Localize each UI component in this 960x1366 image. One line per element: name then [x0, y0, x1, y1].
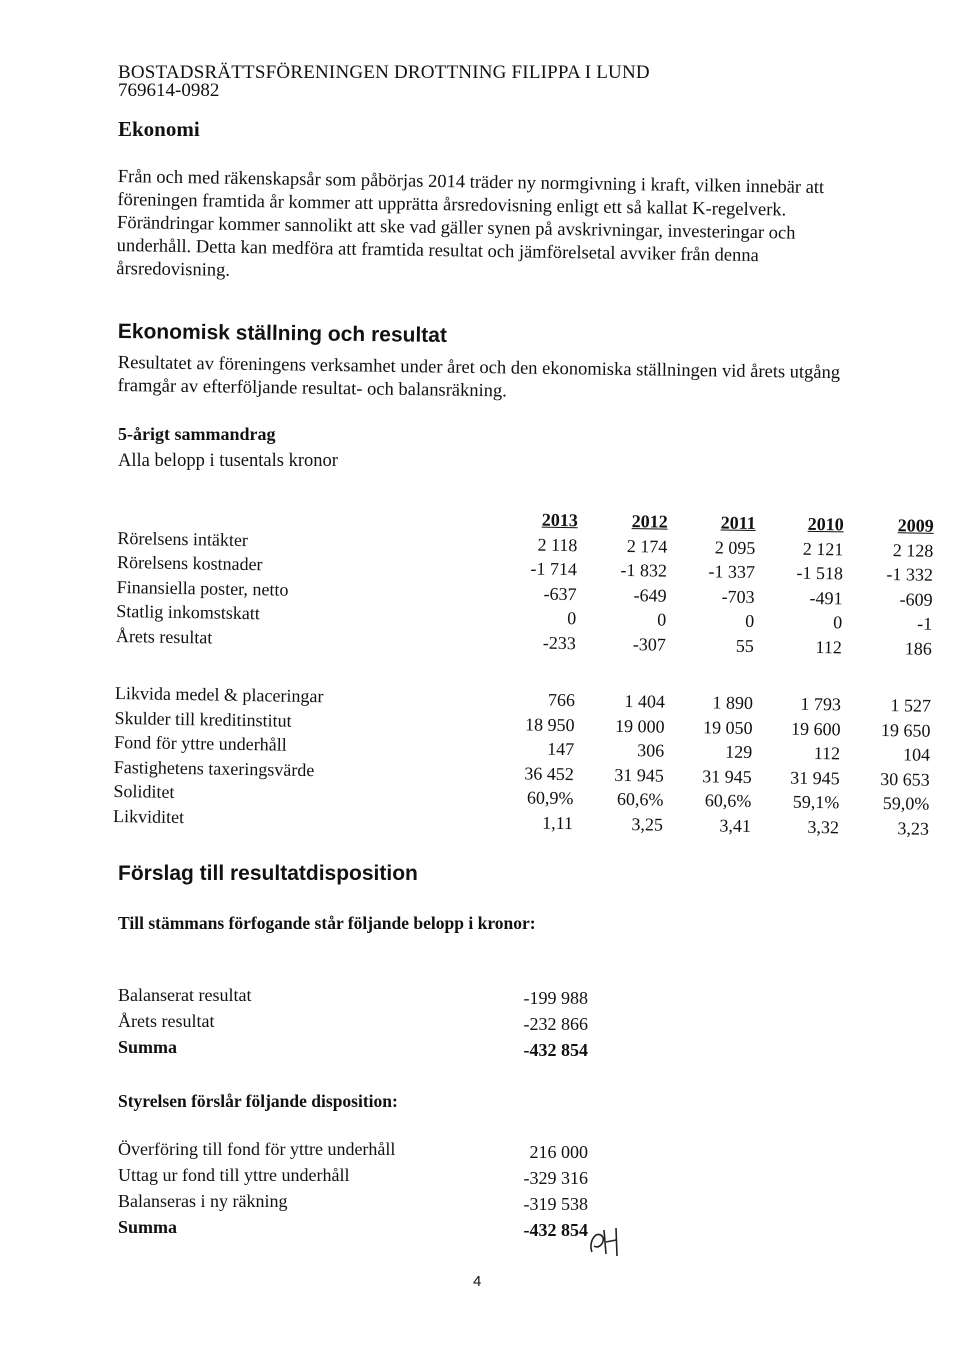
row-label: Balanseras i ny räkning	[118, 1191, 288, 1211]
row-label: Statlig inkomstskatt	[116, 600, 260, 624]
table-cell: -609	[899, 588, 933, 610]
table-cell: 55	[735, 635, 754, 656]
table-cell: -637	[543, 583, 577, 604]
row-label: Fastighetens taxeringsvärde	[113, 756, 315, 780]
table-cell: -233	[542, 632, 577, 653]
table-cell: 1 793	[800, 693, 842, 715]
table-cell: 31 945	[702, 765, 752, 787]
table-cell: 3,25	[631, 813, 664, 835]
row-label: Likvida medel & placeringar	[114, 682, 324, 707]
table-cell: -1 332	[886, 564, 934, 585]
amount: -329 316	[523, 1168, 588, 1188]
table-row	[118, 985, 638, 1011]
table-cell: 30 653	[880, 768, 930, 790]
table-cell: -1 832	[620, 559, 668, 581]
table-cell: 31 945	[790, 767, 840, 788]
table-cell: 766	[547, 689, 576, 711]
table-cell: -1 714	[530, 558, 578, 580]
row-label: Överföring till fond för yttre underhåll	[118, 1139, 396, 1159]
styrelsen-title: Styrelsen förslår följande disposition:	[118, 1091, 398, 1111]
row-label: Skulder till kreditinstitut	[114, 707, 292, 731]
table-cell: 186	[904, 637, 932, 659]
table-cell: 2 128	[892, 539, 934, 561]
table-cell: 60,6%	[616, 788, 664, 810]
summary-title: 5-årigt sammandrag	[118, 424, 276, 444]
table-row	[118, 1139, 638, 1165]
table-cell: 0	[833, 612, 843, 633]
table-cell: 1 527	[890, 695, 932, 716]
table-cell: 3,32	[807, 816, 840, 837]
row-label: Summa	[118, 1037, 178, 1057]
table-cell: -1 518	[796, 562, 844, 584]
table-row	[118, 1191, 638, 1217]
table-cell: 104	[902, 744, 931, 765]
table-cell: -703	[721, 585, 755, 607]
table-cell: 3,41	[719, 814, 752, 836]
table-cell: 147	[547, 738, 575, 760]
row-label: Årets resultat	[118, 1011, 215, 1031]
year-header: 2011	[720, 512, 756, 534]
year-header: 2012	[631, 511, 668, 532]
row-label: Finansiella poster, netto	[116, 576, 289, 600]
section-title-stallning: Ekonomisk ställning och resultat	[117, 320, 448, 348]
section-title-forslag: Förslag till resultatdisposition	[118, 862, 418, 885]
amount: -432 854	[523, 1040, 588, 1060]
year-header: 2013	[541, 509, 578, 531]
sum-row	[118, 1217, 638, 1243]
table-cell: 59,0%	[882, 793, 930, 814]
table-cell: 19 600	[790, 718, 841, 739]
table-cell: 2 118	[537, 534, 578, 555]
row-label: Soliditet	[113, 780, 175, 802]
table-cell: 3,23	[897, 817, 930, 839]
styrelsen-table	[118, 1139, 638, 1243]
table-cell: -1 337	[708, 561, 756, 583]
sum-row	[118, 1037, 638, 1063]
ekonomi-paragraph: Från och med räkenskapsår som påbörjas 2014 träder ny normgivning i kraft, vilken innebär att föreningen framtida år kommer att upprätta årsredovisning enligt ett så kallat K-regelverk. Förändringar kommer sannolikt att ske vad gäller synen på avskrivningar, investeringar och underhåll. Detta kan medföra att framtida resultat och jämförelsetal avviker från denna årsredovisning.	[116, 166, 825, 281]
amount: -232 866	[523, 1014, 588, 1034]
table-cell: 31 945	[614, 764, 664, 786]
table-row	[118, 1165, 638, 1191]
table-cell: 19 050	[702, 716, 753, 738]
table-cell: 306	[637, 740, 665, 761]
amount: -199 988	[523, 988, 588, 1008]
section-title-ekonomi: Ekonomi	[118, 117, 200, 141]
summary-subtitle: Alla belopp i tusentals kronor	[118, 451, 338, 471]
row-label: Årets resultat	[115, 625, 213, 647]
table-cell: 2 095	[714, 536, 756, 558]
table-cell: -491	[809, 587, 843, 608]
table-cell: 1 890	[712, 692, 754, 713]
table-cell: 1 404	[624, 690, 666, 712]
stallning-paragraph: Resultatet av föreningens verksamhet under året och den ekonomiska ställningen vid årets utgång framgår av efterföljande resultat- och balansräkning.	[117, 352, 841, 402]
table-cell: 19 000	[614, 715, 665, 737]
table-cell: 59,1%	[792, 791, 840, 813]
amount: -319 538	[523, 1194, 588, 1214]
stammans-table	[118, 985, 638, 1063]
row-label: Fond för yttre underhåll	[114, 731, 287, 755]
row-label: Rörelsens intäkter	[117, 527, 249, 550]
table-cell: 0	[657, 609, 667, 630]
table-cell: 2 121	[802, 538, 844, 559]
table-cell: 112	[815, 636, 842, 657]
amount: 216 000	[529, 1142, 588, 1162]
row-label: Likviditet	[112, 805, 185, 827]
handwritten-initials	[586, 1222, 626, 1262]
table-cell: 0	[567, 608, 577, 629]
amount: -432 854	[523, 1220, 588, 1240]
table-cell: 60,6%	[704, 790, 752, 811]
table-cell: -307	[632, 633, 667, 655]
table-cell: 18 950	[524, 713, 575, 735]
table-cell: 1,11	[542, 812, 574, 833]
year-header: 2010	[807, 513, 844, 535]
stammans-title: Till stämmans förfogande står följande belopp i kronor:	[118, 913, 536, 933]
table-row	[118, 1011, 638, 1037]
organization-name: BOSTADSRÄTTSFÖRENINGEN DROTTNING FILIPPA I LUND	[118, 62, 650, 83]
five-year-summary-table	[112, 503, 934, 841]
table-cell: 2 174	[626, 535, 668, 557]
row-label: Summa	[118, 1217, 178, 1237]
organization-number: 769614-0982	[118, 80, 220, 101]
table-cell: -1	[917, 613, 933, 634]
table-cell: 60,9%	[526, 787, 574, 809]
row-label: Balanserat resultat	[118, 985, 252, 1005]
table-cell: 36 452	[524, 762, 574, 784]
table-cell: 0	[745, 610, 755, 632]
table-cell: 19 650	[880, 719, 931, 741]
year-header: 2009	[897, 515, 934, 536]
table-cell: 112	[813, 742, 841, 764]
table-cell: -649	[633, 584, 667, 606]
table-cell: 129	[725, 741, 753, 762]
row-label: Uttag ur fond till yttre underhåll	[118, 1165, 350, 1185]
page-number: 4	[473, 1273, 482, 1290]
row-label: Rörelsens kostnader	[116, 551, 263, 575]
